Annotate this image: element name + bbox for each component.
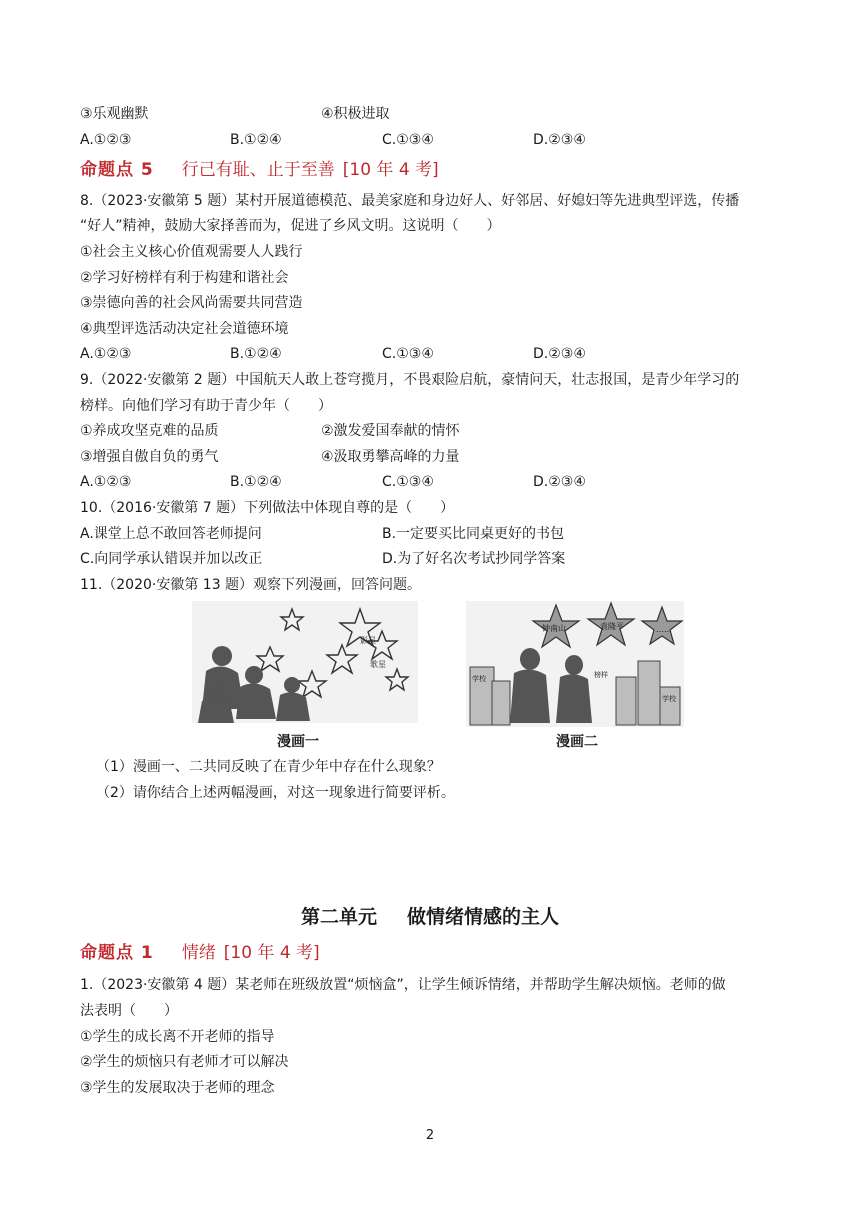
q10-option-a: A.课堂上总不敢回答老师提问 — [80, 526, 262, 542]
q8-stem-line-2: “好人”精神，鼓励大家择善而为，促进了乡风文明。这说明（ ） — [80, 218, 501, 234]
q8-option-d: D.②③④ — [533, 346, 586, 362]
comic-two-drawing — [466, 601, 684, 727]
svg-text:歌星: 歌星 — [370, 660, 386, 669]
q10-option-d: D.为了好名次考试抄同学答案 — [382, 551, 566, 567]
unit-name: 做情绪情感的主人 — [407, 906, 560, 928]
q7-option-c: C.①③④ — [382, 132, 434, 148]
q11-sub-question-1: （1）漫画一、二共同反映了在青少年中存在什么现象？ — [96, 759, 441, 775]
section-count: [10 年 4 考] — [223, 943, 320, 963]
section-count: [10 年 4 考] — [342, 160, 439, 180]
comic-two-image — [466, 601, 684, 727]
svg-text:榜样: 榜样 — [594, 671, 608, 679]
q7-item-3: ③乐观幽默 — [80, 106, 149, 122]
q8-item-4: ④典型评选活动决定社会道德环境 — [80, 321, 289, 337]
q1-item-1: ①学生的成长离不开老师的指导 — [80, 1029, 275, 1045]
q9-item-3: ③增强自傲自负的勇气 — [80, 449, 219, 465]
q7-option-a: A.①②③ — [80, 132, 132, 148]
q11-stem: 11.（2020·安徽第 13 题）观察下列漫画，回答问题。 — [80, 577, 422, 593]
q11-sub-question-2: （2）请你结合上述两幅漫画，对这一现象进行简要评析。 — [96, 785, 455, 801]
svg-text:袁隆平: 袁隆平 — [600, 622, 624, 631]
q7-option-d: D.②③④ — [533, 132, 586, 148]
q8-item-3: ③崇德向善的社会风尚需要共同营造 — [80, 295, 303, 311]
q10-option-b: B.一定要买比同桌更好的书包 — [382, 526, 565, 542]
comic-two-caption: 漫画二 — [556, 734, 598, 750]
section-heading-5 — [80, 158, 439, 182]
q8-option-b: B.①②④ — [230, 346, 282, 362]
q9-option-d: D.②③④ — [533, 474, 586, 490]
svg-text:影星: 影星 — [360, 636, 376, 645]
q7-item-4: ④积极进取 — [321, 106, 390, 122]
q8-option-a: A.①②③ — [80, 346, 132, 362]
q8-option-c: C.①③④ — [382, 346, 434, 362]
section-tag: 命题点 5 — [80, 160, 154, 180]
svg-text:学校: 学校 — [662, 695, 676, 703]
svg-text:……: …… — [656, 625, 672, 634]
q9-option-a: A.①②③ — [80, 474, 132, 490]
q1-item-2: ②学生的烦恼只有老师才可以解决 — [80, 1054, 289, 1070]
q1-stem-line-1: 1.（2023·安徽第 4 题）某老师在班级放置“烦恼盒”，让学生倾诉情绪，并帮助学生解决烦恼。老师的做 — [80, 977, 726, 993]
svg-text:学校: 学校 — [472, 675, 486, 683]
q9-option-b: B.①②④ — [230, 474, 282, 490]
q9-item-2: ②激发爱国奉献的情怀 — [321, 423, 460, 439]
q9-item-4: ④汲取勇攀高峰的力量 — [321, 449, 460, 465]
q8-item-2: ②学习好榜样有利于构建和谐社会 — [80, 270, 289, 286]
q9-item-1: ①养成攻坚克难的品质 — [80, 423, 219, 439]
svg-text:钟南山: 钟南山 — [542, 624, 566, 633]
q1-stem-line-2: 法表明（ ） — [80, 1003, 178, 1019]
q8-item-1: ①社会主义核心价值观需要人人践行 — [80, 244, 303, 260]
comic-one-caption: 漫画一 — [277, 734, 319, 750]
q8-stem-line-1: 8.（2023·安徽第 5 题）某村开展道德模范、最美家庭和身边好人、好邻居、好媳妇等先进典型评选，传播 — [80, 193, 740, 209]
section-title: 行己有耻、止于至善 — [181, 160, 335, 180]
unit-number: 第二单元 — [300, 906, 377, 928]
comic-one-drawing — [192, 601, 418, 723]
q9-stem-line-2: 榜样。向他们学习有助于青少年（ ） — [80, 398, 332, 414]
page-number: 2 — [425, 1128, 435, 1143]
q10-option-c: C.向同学承认错误并加以改正 — [80, 551, 263, 567]
unit-title — [0, 904, 860, 930]
section-tag: 命题点 1 — [80, 943, 154, 963]
q1-item-3: ③学生的发展取决于老师的理念 — [80, 1080, 275, 1096]
comic-one-image — [192, 601, 418, 723]
q9-option-c: C.①③④ — [382, 474, 434, 490]
section-heading-1 — [80, 941, 320, 965]
q10-stem: 10.（2016·安徽第 7 题）下列做法中体现自尊的是（ ） — [80, 500, 455, 516]
q7-option-b: B.①②④ — [230, 132, 282, 148]
section-title: 情绪 — [181, 943, 216, 963]
q9-stem-line-1: 9.（2022·安徽第 2 题）中国航天人敢上苍穹揽月，不畏艰险启航，豪情问天，壮志报国，是青少年学习的 — [80, 372, 740, 388]
